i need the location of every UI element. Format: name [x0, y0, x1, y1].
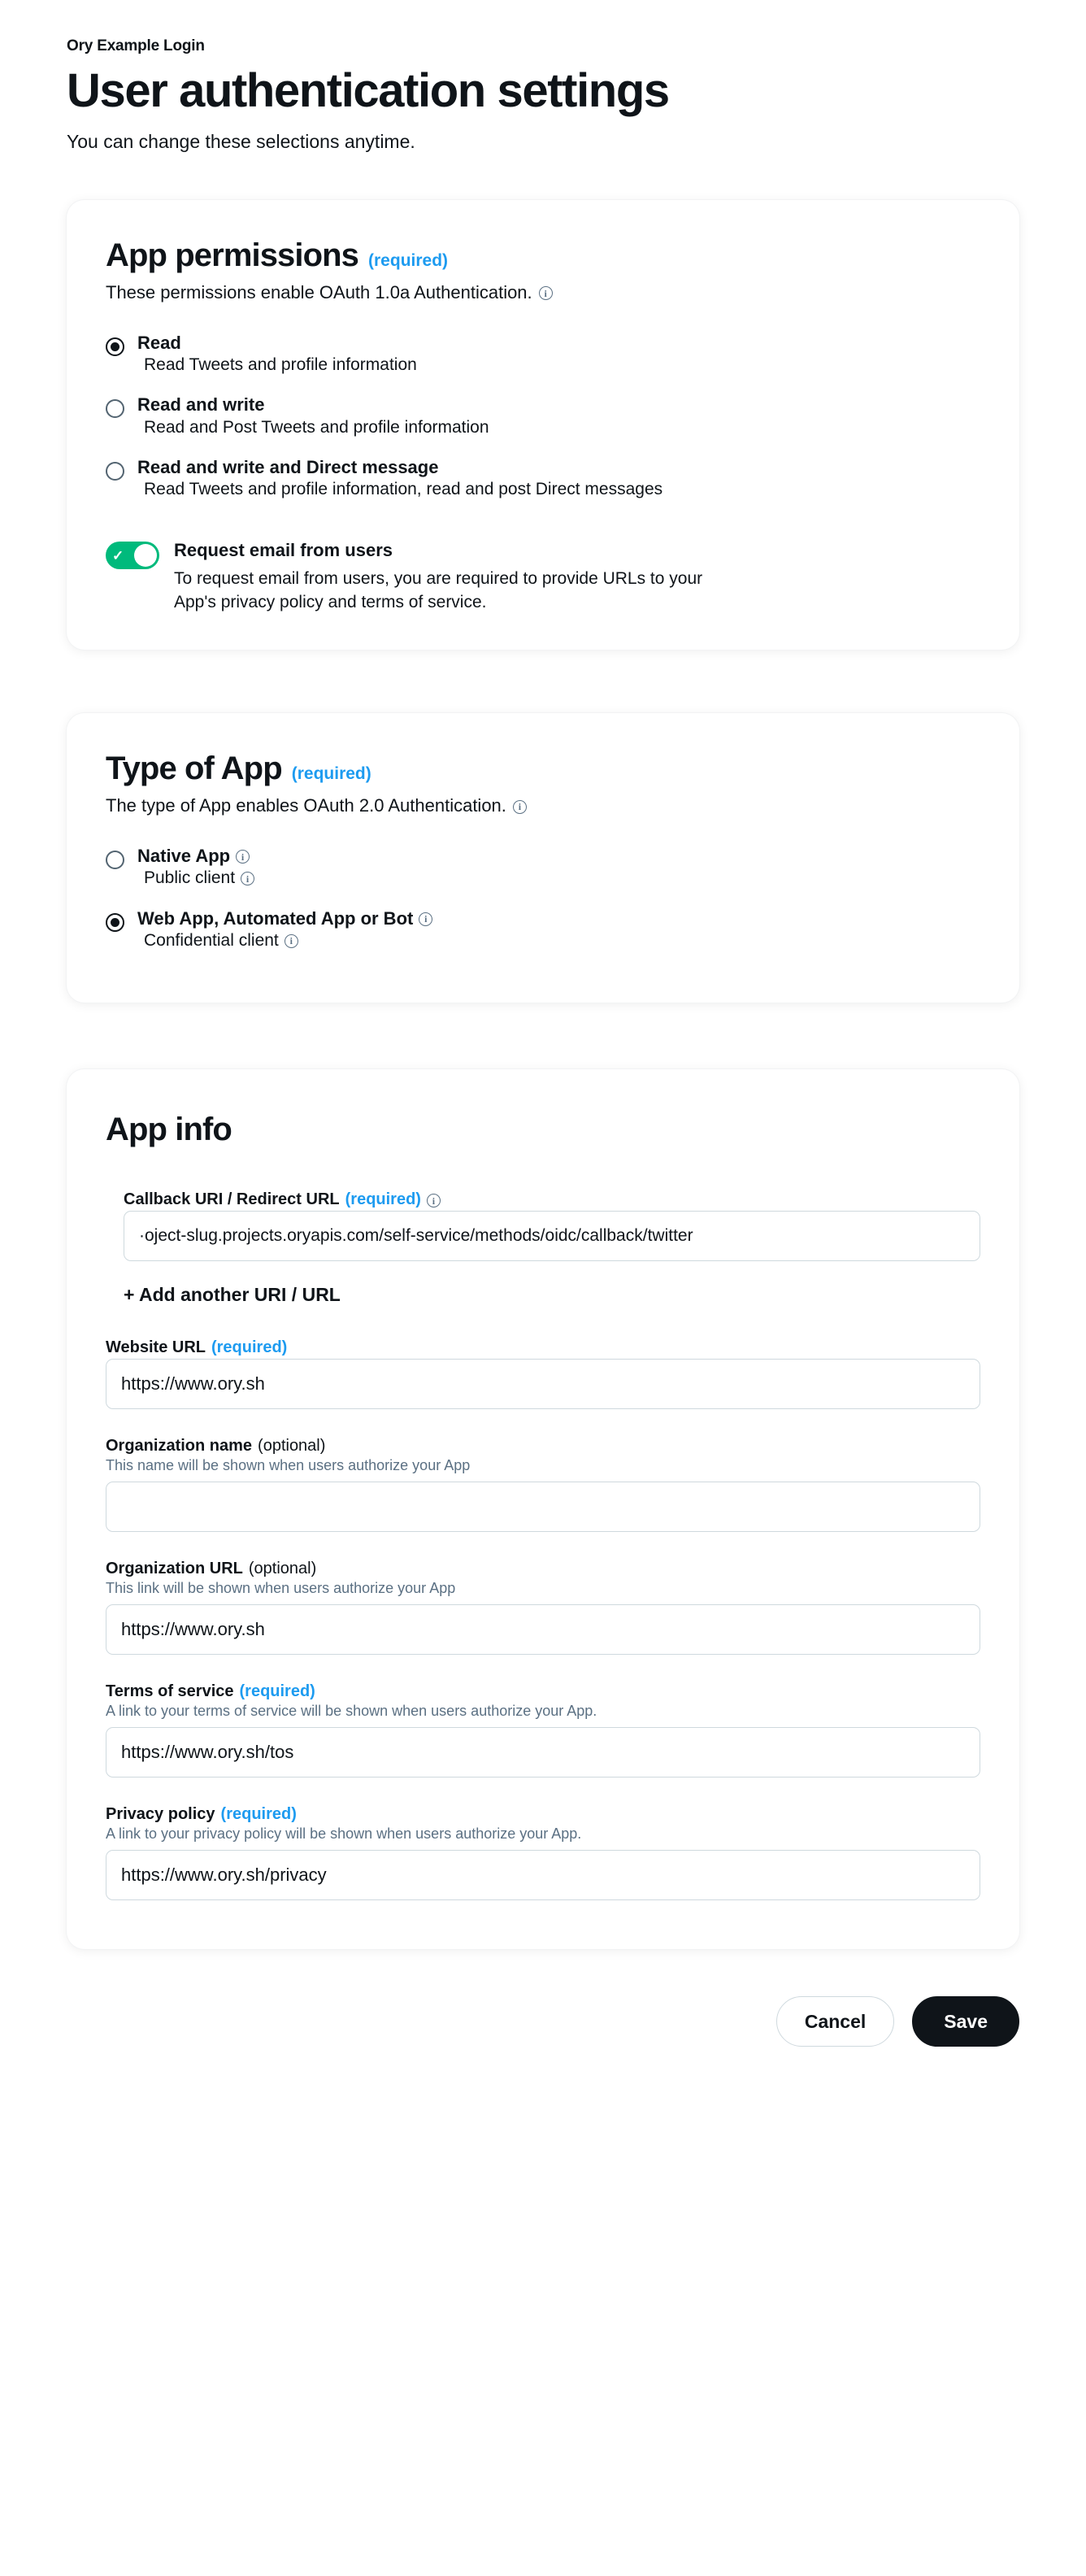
permission-option-sub: Read and Post Tweets and profile information — [144, 417, 489, 437]
organization-url-optional-tag: (optional) — [248, 1560, 317, 1577]
organization-url-field — [106, 1560, 980, 1655]
request-email-description: To request email from users, you are required to provide URLs to your App's privacy policy and terms of service. — [174, 569, 703, 611]
info-icon[interactable] — [539, 286, 553, 300]
page-title: User authentication settings — [67, 64, 669, 117]
terms-of-service-hint: A link to your terms of service will be shown when users authorize your App. — [106, 1703, 597, 1719]
privacy-policy-required-tag: (required) — [220, 1805, 297, 1823]
organization-name-label-text: Organization name — [106, 1437, 253, 1455]
info-icon[interactable] — [285, 934, 298, 948]
privacy-policy-hint: A link to your privacy policy will be shown when users authorize your App. — [106, 1825, 582, 1842]
form-actions — [67, 1996, 1019, 2047]
privacy-policy-label-text: Privacy policy — [106, 1805, 215, 1823]
page-header — [0, 0, 1086, 153]
website-url-input[interactable] — [106, 1359, 980, 1409]
toggle-knob — [134, 544, 157, 567]
organization-url-label-text: Organization URL — [106, 1560, 243, 1577]
organization-url-input[interactable] — [106, 1604, 980, 1655]
organization-name-label — [106, 1437, 980, 1456]
info-icon[interactable] — [241, 872, 254, 886]
callback-uri-input[interactable] — [124, 1211, 980, 1261]
app-info-card — [67, 1069, 1019, 1949]
radio-icon[interactable] — [106, 913, 124, 932]
callback-required-tag: (required) — [345, 1190, 421, 1208]
callback-field — [124, 1190, 980, 1261]
permission-option-read-write[interactable] — [106, 396, 980, 437]
app-permissions-title-text: App permissions — [106, 237, 359, 273]
type-option-sub — [144, 930, 432, 951]
info-icon[interactable] — [236, 850, 250, 864]
app-permissions-card — [67, 200, 1019, 650]
radio-icon[interactable] — [106, 462, 124, 481]
app-permissions-required-tag: (required) — [368, 250, 449, 270]
save-button[interactable]: Save — [912, 1996, 1019, 2047]
app-permissions-description — [106, 282, 980, 303]
callback-label — [124, 1190, 980, 1209]
request-email-title: Request email from users — [174, 540, 393, 561]
permission-option-sub: Read Tweets and profile information — [144, 355, 417, 375]
terms-of-service-input[interactable] — [106, 1727, 980, 1778]
add-another-uri-button[interactable]: + Add another URI / URL — [124, 1273, 341, 1306]
terms-of-service-required-tag: (required) — [239, 1682, 315, 1700]
app-permissions-description-text: These permissions enable OAuth 1.0a Authentication. — [106, 281, 532, 302]
permission-option-texts — [137, 333, 417, 375]
info-icon[interactable] — [427, 1194, 441, 1208]
website-url-required-tag: (required) — [211, 1338, 288, 1356]
organization-name-input[interactable] — [106, 1482, 980, 1532]
terms-of-service-label — [106, 1682, 980, 1701]
organization-url-label — [106, 1560, 980, 1578]
cancel-button[interactable]: Cancel — [776, 1996, 894, 2047]
website-url-label — [106, 1338, 980, 1357]
info-icon[interactable] — [513, 800, 527, 814]
website-url-field — [106, 1338, 980, 1409]
website-url-label-text: Website URL — [106, 1338, 206, 1356]
type-option-native-app[interactable] — [106, 847, 980, 888]
page-subtitle: You can change these selections anytime. — [67, 130, 415, 152]
request-email-toggle[interactable] — [106, 542, 159, 569]
type-of-app-card — [67, 713, 1019, 1003]
organization-url-hint: This link will be shown when users authorize your App — [106, 1580, 456, 1596]
type-of-app-title-text: Type of App — [106, 751, 282, 787]
permission-option-read[interactable] — [106, 334, 980, 375]
app-permissions-title — [106, 237, 980, 274]
organization-name-hint: This name will be shown when users authorize your App — [106, 1457, 471, 1473]
type-option-label-text: Native App — [137, 846, 231, 867]
permission-option-texts — [137, 394, 489, 437]
type-of-app-description-text: The type of App enables OAuth 2.0 Authentication. — [106, 795, 506, 816]
type-option-label-text: Web App, Automated App or Bot — [137, 907, 414, 929]
terms-of-service-label-text: Terms of service — [106, 1682, 234, 1700]
type-of-app-required-tag: (required) — [291, 764, 371, 784]
radio-icon[interactable] — [106, 399, 124, 418]
type-of-app-description — [106, 795, 980, 816]
permission-option-label: Read and write and Direct message — [137, 456, 439, 477]
type-option-sub-text: Public client — [144, 868, 236, 888]
brand-label: Ory Example Login — [67, 37, 205, 54]
organization-name-optional-tag: (optional) — [258, 1437, 326, 1455]
type-option-label — [137, 846, 254, 866]
privacy-policy-label — [106, 1805, 980, 1824]
privacy-policy-input[interactable] — [106, 1850, 980, 1900]
permissions-radio-group — [106, 334, 980, 499]
type-option-label — [137, 908, 432, 929]
privacy-policy-field — [106, 1805, 980, 1900]
type-option-sub-text: Confidential client — [144, 930, 279, 950]
type-option-sub — [144, 868, 254, 888]
type-of-app-radio-group — [106, 847, 980, 951]
organization-name-field — [106, 1437, 980, 1532]
request-email-texts — [174, 540, 980, 614]
type-option-texts — [137, 846, 254, 888]
type-option-web-app[interactable] — [106, 907, 980, 951]
callback-label-text: Callback URI / Redirect URL — [124, 1190, 340, 1208]
info-icon[interactable] — [419, 912, 432, 926]
permission-option-label: Read and write — [137, 394, 265, 416]
permission-option-sub: Read Tweets and profile information, read and post Direct messages — [144, 480, 663, 499]
app-info-title: App info — [106, 1112, 232, 1147]
request-email-toggle-row[interactable] — [106, 540, 980, 614]
radio-icon[interactable] — [106, 337, 124, 356]
check-icon: ✓ — [112, 547, 124, 564]
permission-option-read-write-dm[interactable] — [106, 456, 980, 499]
radio-icon[interactable] — [106, 851, 124, 869]
type-option-texts — [137, 908, 432, 951]
permission-option-texts — [137, 457, 662, 499]
type-of-app-title — [106, 751, 980, 787]
terms-of-service-field — [106, 1682, 980, 1778]
permission-option-label: Read — [137, 332, 181, 353]
